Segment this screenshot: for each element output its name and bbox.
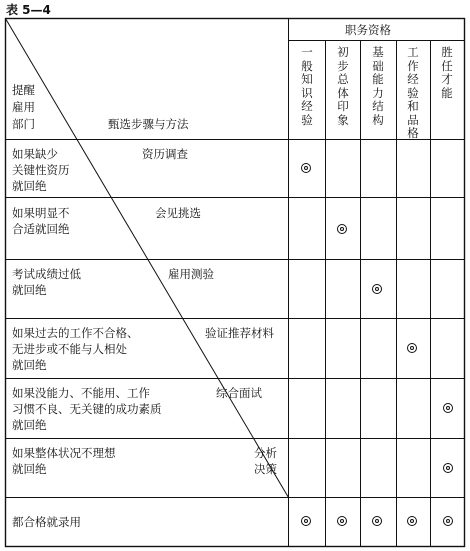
row-6-mark [443, 463, 453, 473]
column-header-5: 胜任才能 [441, 45, 453, 100]
column-header-3: 基础能力结构 [372, 45, 384, 127]
column-header-4: 工作经验和品格 [407, 45, 419, 140]
row-2-mark [337, 224, 347, 234]
table-caption: 表 5—4 [6, 3, 51, 17]
row-1-condition-line-2: 关键性资历 [12, 163, 70, 177]
row-7-condition: 都合格就录用 [12, 515, 81, 529]
row-7-mark-5 [443, 516, 453, 526]
row-4-condition-line-1: 如果过去的工作不合格、 [12, 326, 139, 340]
row-2-condition-line-1: 如果明显不 [12, 206, 70, 220]
row-3-mark [372, 284, 382, 294]
row-7-mark-2 [337, 516, 347, 526]
column-header-1: 一般知识经验 [301, 45, 313, 127]
group-title: 职务资格 [345, 23, 391, 37]
row-1-condition-line-1: 如果缺少 [12, 147, 58, 161]
row-7-mark-4 [407, 516, 417, 526]
row-3-method: 雇用测验 [168, 267, 214, 281]
row-5-method: 综合面试 [216, 386, 262, 400]
row-6-condition-line-1: 如果整体状况不理想 [12, 446, 116, 460]
column-header-2: 初步总体印象 [337, 45, 349, 127]
row-4-method: 验证推荐材料 [205, 326, 274, 340]
row-7-mark-1 [301, 516, 311, 526]
row-1-condition-line-3: 就回绝 [12, 179, 47, 193]
row-6-method-line-1: 分析 [254, 446, 277, 460]
row-4-condition-line-3: 就回绝 [12, 358, 47, 372]
row-1-mark [301, 163, 311, 173]
row-5-mark [443, 403, 453, 413]
row-4-condition-line-2: 无进步或不能与人相处 [12, 342, 127, 356]
row-3-condition-line-2: 就回绝 [12, 283, 47, 297]
row-4-mark [407, 343, 417, 353]
row-3-condition-line-1: 考试成绩过低 [12, 267, 81, 281]
corner-label-1: 提醒 [12, 83, 35, 97]
row-5-condition-line-1: 如果没能力、不能用、工作 [12, 386, 150, 400]
row-6-method-line-2: 决策 [254, 462, 277, 476]
row-6-condition-line-2: 就回绝 [12, 462, 47, 476]
row-5-condition-line-3: 就回绝 [12, 418, 47, 432]
row-7-mark-3 [372, 516, 382, 526]
row-2-condition-line-2: 合适就回绝 [12, 222, 70, 236]
row-1-method: 资历调查 [142, 147, 188, 161]
corner-label-3: 部门 [12, 117, 35, 131]
corner-method-label: 甄选步骤与方法 [108, 117, 189, 131]
row-2-method: 会见挑选 [155, 206, 201, 220]
corner-label-2: 雇用 [12, 100, 35, 114]
row-5-condition-line-2: 习惯不良、无关键的成功素质 [12, 402, 162, 416]
